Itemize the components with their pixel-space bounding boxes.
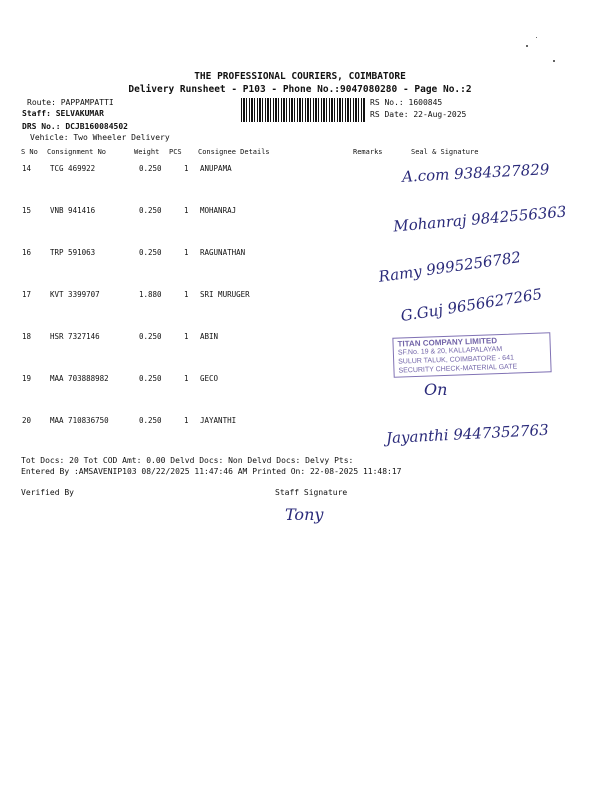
row-weight: 0.250 xyxy=(139,248,162,257)
scan-speck xyxy=(536,37,537,38)
company-title: THE PROFESSIONAL COURIERS, COIMBATORE xyxy=(194,71,406,82)
row-consignment: MAA 703888982 xyxy=(50,374,109,383)
handwritten-signature: Mohanraj 9842556363 xyxy=(392,202,568,236)
verified-by-label: Verified By xyxy=(21,488,74,497)
row-pcs: 1 xyxy=(184,374,189,383)
drs-label: DRS No.: DCJB160084502 xyxy=(22,122,128,131)
row-consignee: GECO xyxy=(200,374,219,383)
row-sno: 19 xyxy=(22,374,32,383)
row-consignment: TCG 469922 xyxy=(50,164,96,173)
row-pcs: 1 xyxy=(184,290,189,299)
col-consignment: Consignment No xyxy=(47,148,107,156)
handwritten-signature: G.Guj 9656627265 xyxy=(399,284,544,326)
handwritten-signature: Jayanthi 9447352763 xyxy=(385,420,550,448)
row-sno: 20 xyxy=(22,416,32,425)
row-consignment: VNB 941416 xyxy=(50,206,96,215)
row-consignee: JAYANTHI xyxy=(200,416,237,425)
row-weight: 0.250 xyxy=(139,164,162,173)
entered-by-line: Entered By :AMSAVENIP103 08/22/2025 11:47:46 AM Printed On: 22-08-2025 11:48:17 xyxy=(21,467,402,476)
col-pcs: PCS xyxy=(169,148,182,156)
col-sno: S No xyxy=(21,148,38,156)
row-consignee: MOHANRAJ xyxy=(200,206,237,215)
row-consignee: ANUPAMA xyxy=(200,164,232,173)
handwritten-signature: Ramy 9995256782 xyxy=(377,248,523,286)
row-consignment: TRP 591063 xyxy=(50,248,96,257)
row-weight: 0.250 xyxy=(139,332,162,341)
handwritten-signature: On xyxy=(424,380,448,399)
row-consignee: SRI MURUGER xyxy=(200,290,250,299)
row-weight: 0.250 xyxy=(139,374,162,383)
rs-number: RS No.: 1600845 xyxy=(370,98,443,107)
row-pcs: 1 xyxy=(184,164,189,173)
col-weight: Weight xyxy=(134,148,160,156)
col-remarks: Remarks xyxy=(353,148,383,156)
route-label: Route: PAPPAMPATTI xyxy=(27,98,114,107)
row-consignee: RAGUNATHAN xyxy=(200,248,246,257)
row-pcs: 1 xyxy=(184,332,189,341)
row-consignment: MAA 710836750 xyxy=(50,416,109,425)
row-consignee: ABIN xyxy=(200,332,219,341)
stamp-line: SULUR TALUK, COIMBATORE - 641 xyxy=(398,354,515,366)
rs-date: RS Date: 22-Aug-2025 xyxy=(370,110,467,119)
row-consignment: KVT 3399707 xyxy=(50,290,100,299)
runsheet-subtitle: Delivery Runsheet - P103 - Phone No.:9047080280 - Page No.:2 xyxy=(128,84,472,95)
totals-line: Tot Docs: 20 Tot COD Amt: 0.00 Delvd Docs: Non Delvd Docs: Delvy Pts: xyxy=(21,456,354,465)
company-stamp xyxy=(392,332,551,377)
row-sno: 18 xyxy=(22,332,32,341)
row-pcs: 1 xyxy=(184,416,189,425)
scan-speck xyxy=(526,45,528,47)
row-sno: 16 xyxy=(22,248,32,257)
row-pcs: 1 xyxy=(184,206,189,215)
row-pcs: 1 xyxy=(184,248,189,257)
row-sno: 17 xyxy=(22,290,32,299)
barcode xyxy=(241,98,365,122)
row-sno: 14 xyxy=(22,164,32,173)
stamp-line: SECURITY CHECK-MATERIAL GATE xyxy=(398,363,518,375)
staff-label: Staff: SELVAKUMAR xyxy=(22,109,104,118)
row-weight: 1.880 xyxy=(139,290,162,299)
row-weight: 0.250 xyxy=(139,206,162,215)
stamp-line: TITAN COMPANY LIMITED xyxy=(397,336,498,349)
row-sno: 15 xyxy=(22,206,32,215)
staff-signature-scribble: Tony xyxy=(285,505,324,524)
staff-signature-label: Staff Signature xyxy=(275,488,348,497)
row-weight: 0.250 xyxy=(139,416,162,425)
col-seal-signature: Seal & Signature xyxy=(411,148,479,156)
vehicle-label: Vehicle: Two Wheeler Delivery xyxy=(30,133,170,142)
row-consignment: HSR 7327146 xyxy=(50,332,100,341)
handwritten-signature: A.com 9384327829 xyxy=(401,160,550,186)
stamp-line: SF.No. 19 & 20, KALLAPALAYAM xyxy=(397,345,503,357)
scan-speck xyxy=(553,60,555,62)
col-consignee: Consignee Details xyxy=(198,148,270,156)
